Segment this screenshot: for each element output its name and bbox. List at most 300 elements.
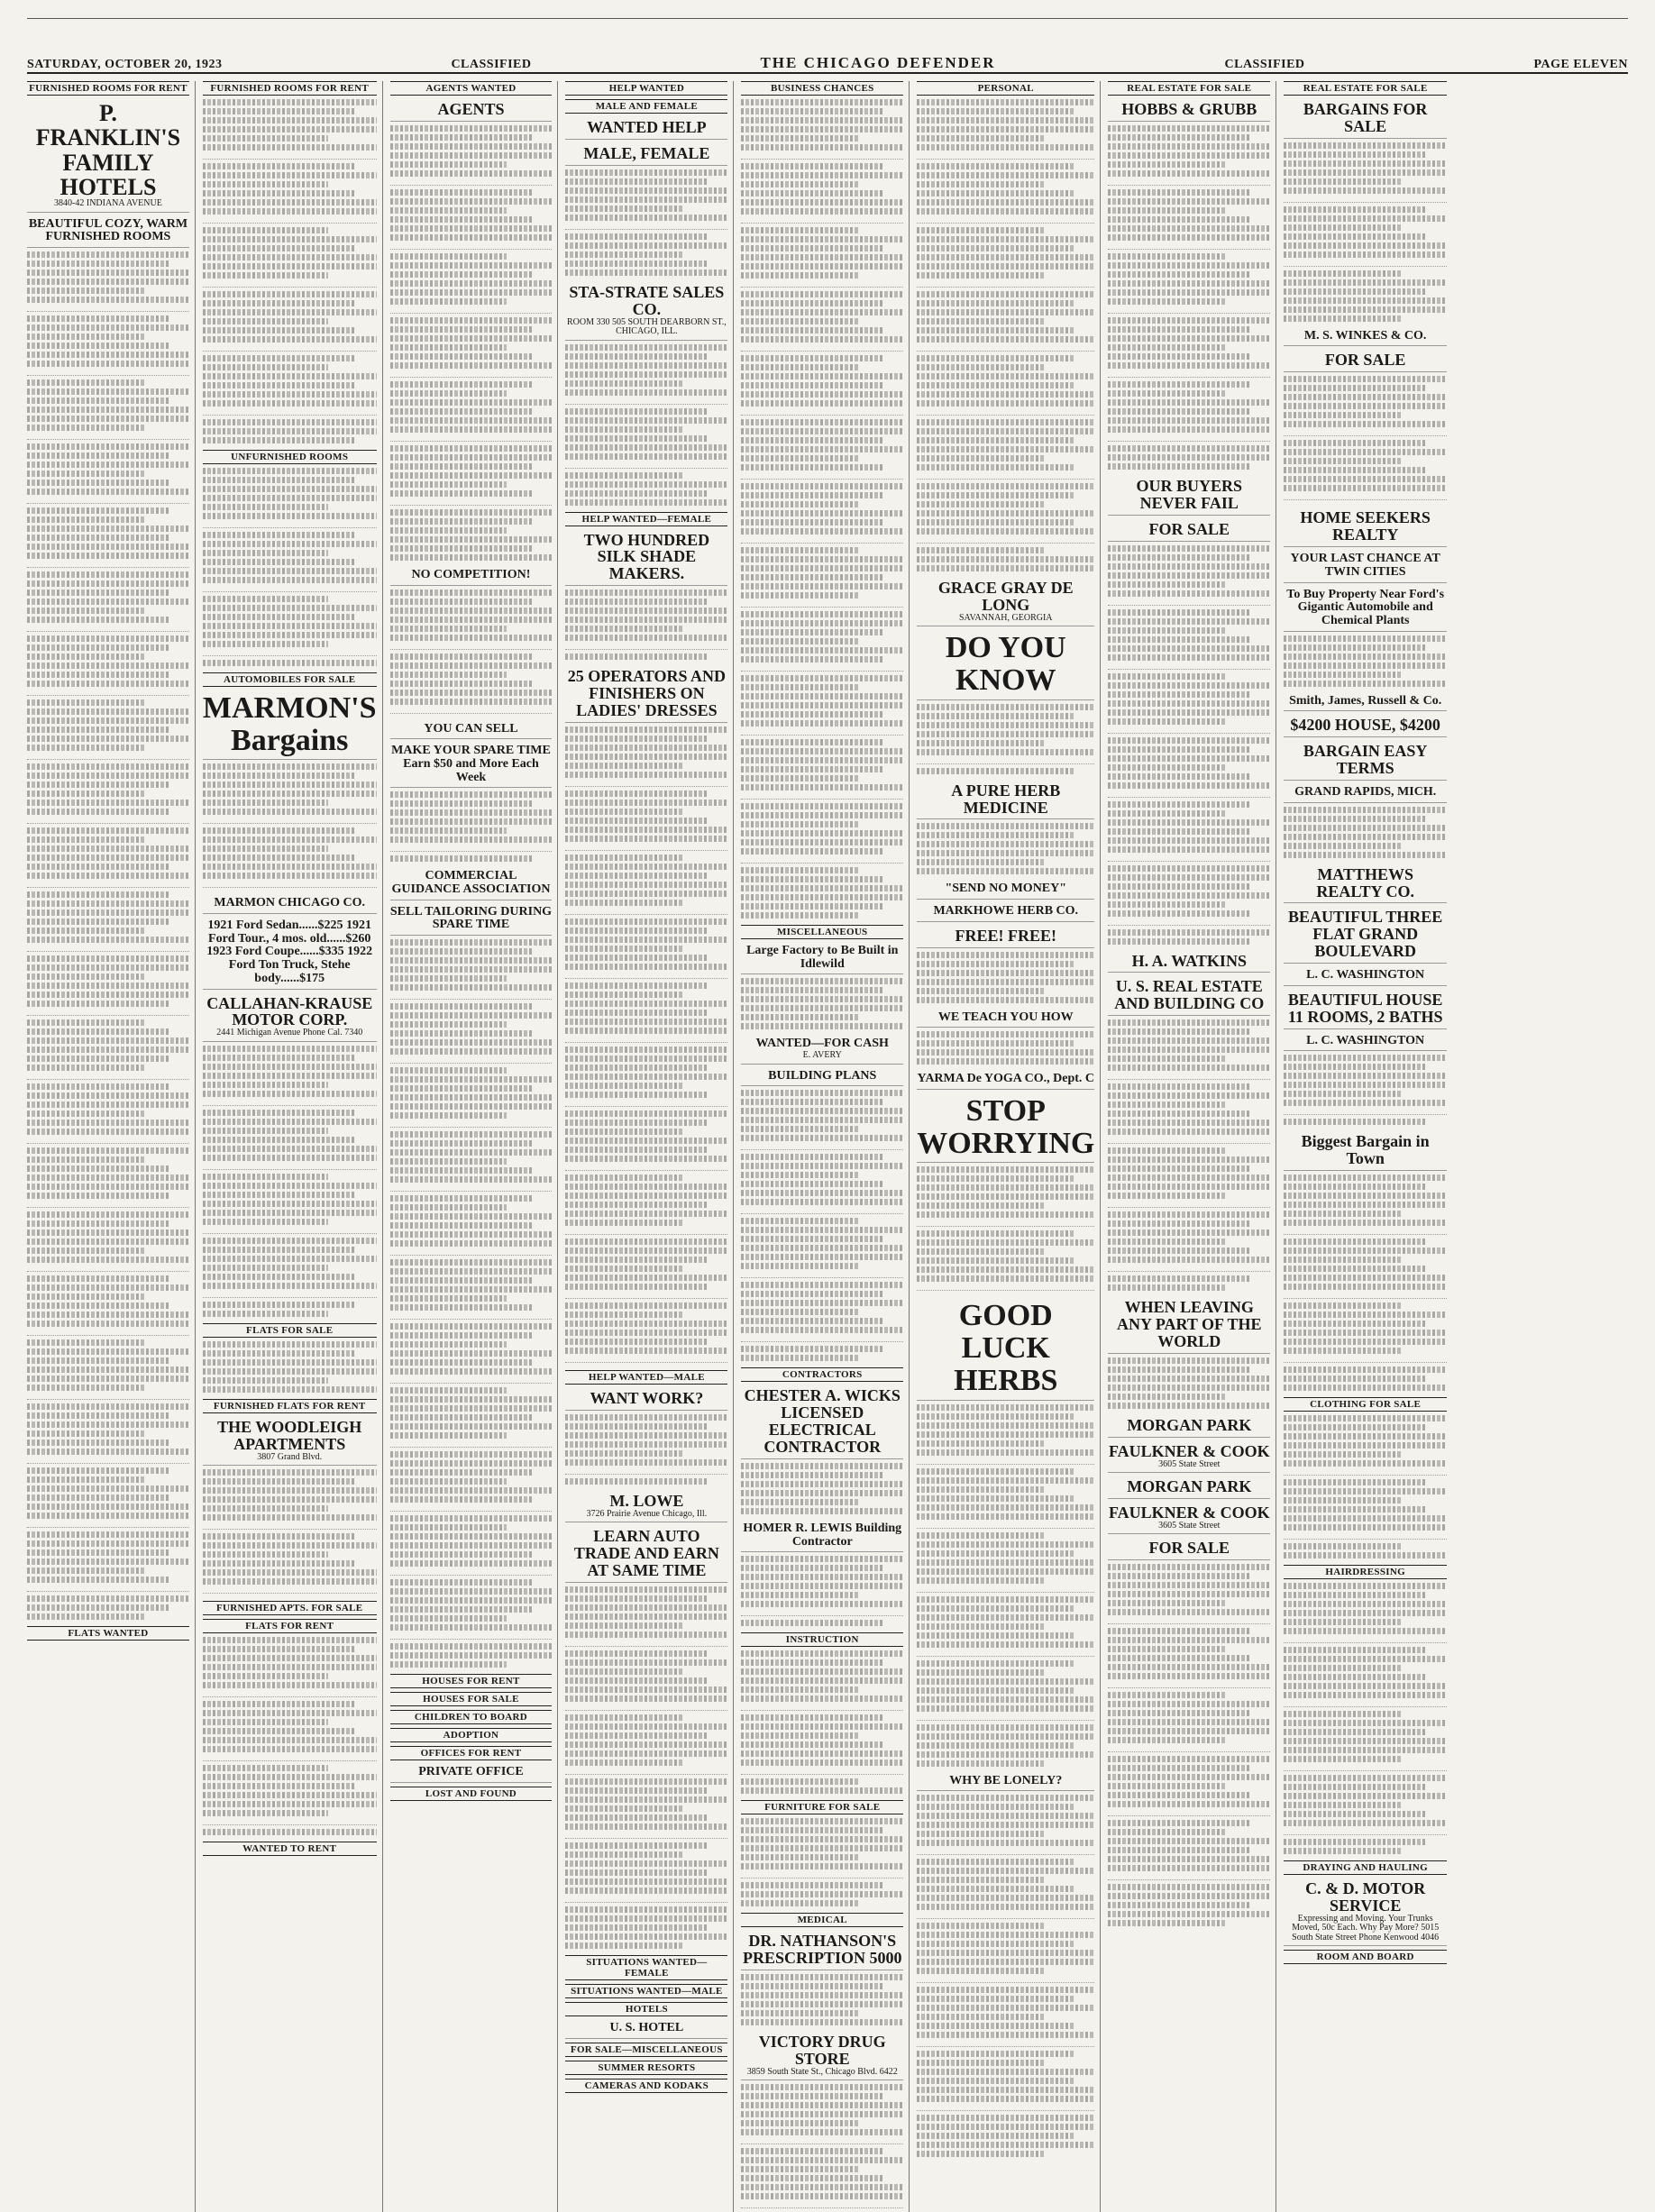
text-line [203, 650, 377, 656]
text-line [203, 882, 377, 888]
text-line [1284, 1802, 1401, 1808]
text-line [741, 812, 903, 818]
text-line [203, 300, 356, 306]
text-line [27, 635, 189, 642]
display-ad-subline: 3840-42 INDIANA AVENUE [54, 198, 162, 209]
text-line [917, 400, 1094, 407]
text-line [203, 1710, 377, 1716]
text-line [1284, 1747, 1447, 1753]
text-line [917, 2142, 1094, 2148]
text-line [1108, 663, 1270, 670]
text-line [741, 912, 858, 919]
text-line [203, 1637, 377, 1643]
display-ad [390, 1764, 553, 1783]
text-line [27, 434, 189, 440]
text-line [741, 2102, 903, 2108]
text-line [741, 345, 903, 352]
text-line [1284, 834, 1447, 840]
text-line [203, 1359, 377, 1366]
text-line [27, 855, 189, 861]
classified-text-block [741, 99, 903, 921]
text-line [741, 327, 883, 334]
text-line [741, 355, 883, 361]
text-line [27, 553, 189, 559]
text-line [917, 2151, 1045, 2157]
text-line [1284, 1239, 1427, 1245]
text-line [741, 153, 903, 160]
text-line [741, 2019, 903, 2025]
text-line [390, 1341, 507, 1348]
text-line [27, 1504, 189, 1510]
text-line [27, 937, 189, 943]
text-line [565, 1348, 727, 1354]
text-line [27, 590, 169, 596]
text-line [741, 867, 858, 873]
text-line [565, 197, 727, 203]
text-line [917, 1886, 1073, 1892]
text-line [27, 297, 189, 303]
text-line [203, 1719, 328, 1725]
text-line [27, 1156, 144, 1163]
text-line [27, 973, 144, 980]
text-line [390, 1158, 507, 1165]
text-line [741, 135, 858, 142]
text-line [917, 1605, 1073, 1612]
text-line [1108, 1092, 1270, 1099]
text-line [27, 1147, 189, 1154]
text-line [203, 1377, 328, 1384]
display-ad [1284, 990, 1447, 1029]
text-line [565, 1321, 727, 1327]
text-line [203, 614, 356, 620]
display-ad-headline: HOBBS & GRUBB [1121, 100, 1257, 118]
text-line [917, 1733, 1094, 1740]
text-line [27, 736, 189, 742]
text-line [390, 1524, 507, 1531]
text-line [390, 1131, 553, 1138]
text-line [1284, 458, 1401, 464]
column-8 [1284, 81, 1452, 2212]
section-header: OFFICES FOR RENT [390, 1746, 553, 1760]
text-line [1108, 179, 1270, 186]
text-line [390, 1606, 533, 1613]
display-ad-subline: ROOM 330 505 SOUTH DEARBORN ST., CHICAGO, ILL. [566, 316, 727, 337]
text-line [917, 1913, 1094, 1919]
text-line [27, 498, 189, 504]
text-line [917, 1532, 1045, 1539]
text-line [1284, 1637, 1447, 1643]
text-line [1108, 1582, 1270, 1588]
text-line [203, 291, 377, 297]
display-ad-headline: Smith, James, Russell & Co. [1289, 693, 1442, 708]
text-line [565, 617, 727, 623]
text-line [741, 1760, 903, 1766]
text-line [917, 181, 1045, 187]
text-line [565, 1897, 727, 1903]
text-line [1108, 1792, 1250, 1798]
text-line [390, 143, 553, 150]
text-line [917, 1577, 1045, 1584]
section-header: FLATS FOR RENT [203, 1619, 377, 1633]
text-line [917, 1904, 1094, 1910]
text-line [1284, 1321, 1427, 1327]
text-line [1108, 1202, 1270, 1208]
display-ad-headline: P. FRANKLIN'S FAMILY HOTELS [35, 100, 181, 200]
text-line [741, 1318, 883, 1324]
text-line [203, 1487, 377, 1494]
section-header: HOTELS [565, 2002, 727, 2016]
text-line [1108, 243, 1270, 250]
text-line [565, 791, 708, 797]
text-line [203, 1542, 377, 1549]
text-line [203, 873, 377, 879]
text-line [1284, 279, 1447, 286]
text-line [390, 1268, 553, 1275]
text-line [917, 1977, 1094, 1983]
text-line [203, 1302, 356, 1308]
text-line [390, 1213, 553, 1220]
text-line [1108, 599, 1270, 606]
text-line [27, 535, 169, 541]
text-line [917, 1760, 1045, 1767]
text-line [203, 1533, 356, 1540]
text-line [1108, 910, 1250, 917]
text-line [203, 336, 377, 343]
display-ad-headline: STOP WORRYING [917, 1094, 1095, 1160]
text-line [203, 1655, 377, 1661]
text-line [565, 1083, 682, 1089]
text-line [27, 507, 169, 514]
text-line [1108, 718, 1225, 725]
text-line [27, 1120, 189, 1126]
text-line [1108, 1902, 1250, 1908]
text-line [565, 1924, 708, 1931]
text-line [1108, 390, 1225, 397]
text-line [27, 1558, 189, 1565]
text-line [1108, 189, 1250, 196]
text-line [1284, 1082, 1447, 1088]
text-line [917, 1804, 1073, 1810]
text-line [565, 1732, 708, 1739]
text-line [27, 1239, 189, 1245]
text-line [1284, 1729, 1427, 1735]
section-header: FURNISHED APTS. FOR SALE [203, 1601, 377, 1615]
text-line [917, 144, 1094, 151]
display-ad-headline: DR. NATHANSON'S PRESCRIPTION 5000 [742, 1932, 902, 1968]
display-ad [565, 1388, 727, 1411]
text-line [203, 763, 377, 770]
text-line [1108, 1783, 1225, 1789]
text-line [390, 654, 533, 660]
display-ad-headline: BEAUTIFUL HOUSE 11 ROOMS, 2 BATHS [1287, 990, 1443, 1026]
text-line [27, 727, 169, 733]
text-line [917, 99, 1094, 105]
text-line [741, 1163, 903, 1169]
display-ad-headline: WE TEACH YOU HOW [937, 1010, 1074, 1024]
display-ad-headline: $4200 HOUSE, $4200 [1290, 716, 1440, 735]
text-line [741, 903, 883, 909]
text-line [203, 541, 377, 547]
text-line [741, 1992, 903, 1998]
text-line [390, 699, 553, 705]
text-line [1108, 901, 1225, 908]
text-line [203, 1238, 377, 1244]
text-line [741, 665, 903, 672]
text-line [390, 800, 533, 807]
text-line [203, 1810, 328, 1816]
text-line [1108, 801, 1250, 808]
text-line [917, 373, 1094, 379]
text-line [1284, 1348, 1401, 1354]
text-line [917, 2087, 1094, 2093]
text-line [390, 554, 553, 561]
text-line [741, 1836, 903, 1842]
text-line [565, 1915, 727, 1922]
text-line [917, 1678, 1094, 1685]
text-line [565, 215, 727, 221]
text-line [390, 845, 553, 852]
text-line [917, 464, 1073, 471]
text-line [565, 1869, 708, 1876]
text-line [565, 1275, 727, 1281]
text-line [1108, 636, 1250, 643]
text-line [917, 1705, 1094, 1712]
text-line [917, 2096, 1094, 2102]
text-line [741, 1208, 903, 1214]
text-line [1108, 1856, 1270, 1862]
text-line [917, 2069, 1094, 2075]
text-line [565, 973, 727, 979]
text-line [27, 1440, 169, 1446]
display-ad [390, 743, 553, 788]
display-ad [1284, 551, 1447, 582]
text-line [917, 1248, 1045, 1255]
text-line [565, 809, 682, 815]
text-line [203, 1228, 377, 1234]
text-line [27, 352, 189, 358]
text-line [917, 740, 1045, 746]
text-line [741, 364, 858, 370]
text-line [1108, 1609, 1270, 1615]
text-line [917, 391, 1094, 398]
text-line [1108, 1028, 1250, 1035]
display-ad-headline: A PURE HERB MEDICINE [951, 781, 1061, 817]
classified-text-block [1284, 1583, 1447, 1857]
classified-text-block [741, 1090, 903, 1364]
text-line [565, 635, 727, 641]
text-line [27, 864, 169, 870]
issue-date: SATURDAY, OCTOBER 20, 1923 [27, 58, 223, 71]
text-line [390, 1551, 533, 1558]
display-ad [1108, 1503, 1270, 1534]
text-line [917, 952, 1094, 958]
text-line [565, 206, 682, 212]
display-ad-headline: GRAND RAPIDS, MICH. [1294, 784, 1437, 799]
text-line [203, 827, 356, 834]
text-line [27, 1220, 169, 1227]
text-line [741, 684, 858, 690]
text-line [27, 443, 189, 450]
text-line [565, 169, 727, 176]
text-line [917, 153, 1094, 160]
text-line [741, 1610, 903, 1616]
display-ad [917, 903, 1094, 922]
text-line [1108, 1893, 1270, 1899]
text-line [27, 261, 169, 267]
text-line [203, 382, 356, 388]
text-line [1108, 1801, 1270, 1807]
text-line [741, 547, 858, 553]
text-line [917, 336, 1094, 343]
text-line [917, 1031, 1094, 1037]
text-line [1108, 929, 1270, 936]
text-line [27, 1111, 144, 1117]
display-ad-headline: WANTED—FOR CASH [755, 1037, 889, 1051]
text-line [917, 2014, 1045, 2020]
text-line [1108, 225, 1270, 232]
text-line [917, 1266, 1094, 1273]
text-line [565, 408, 708, 415]
section-header: UNFURNISHED ROOMS [203, 450, 377, 464]
text-line [741, 144, 903, 151]
text-line [917, 510, 1094, 516]
text-line [741, 1750, 903, 1757]
text-line [1108, 1591, 1270, 1597]
text-line [1284, 169, 1447, 176]
text-line [1108, 335, 1270, 342]
classified-text-block [565, 590, 727, 663]
text-line [565, 1833, 727, 1839]
text-line [390, 1414, 533, 1421]
text-line [741, 172, 903, 178]
text-line [917, 823, 1094, 829]
text-line [741, 1190, 903, 1196]
text-line [741, 1601, 903, 1607]
text-line [1108, 1357, 1270, 1364]
text-line [1284, 385, 1427, 391]
text-line [27, 654, 144, 660]
display-ad-headline: MORGAN PARK [1127, 1415, 1252, 1434]
text-line [390, 371, 553, 378]
text-line [203, 1073, 377, 1079]
display-ad-headline: THE WOODLEIGH APARTMENTS [217, 1417, 362, 1453]
text-line [741, 2166, 858, 2172]
text-line [390, 836, 553, 843]
text-line [917, 961, 1073, 967]
text-line [203, 263, 377, 270]
text-line [741, 638, 858, 644]
text-line [565, 1686, 727, 1693]
text-line [565, 1156, 727, 1162]
section-label-left: CLASSIFIED [451, 58, 532, 71]
text-line [1284, 1367, 1447, 1373]
text-line [1108, 280, 1270, 287]
text-line [390, 984, 553, 991]
text-line [917, 1660, 1073, 1667]
text-line [741, 592, 858, 599]
text-line [741, 300, 883, 306]
column-4 [565, 81, 734, 2212]
text-line [203, 144, 377, 151]
text-line [1284, 1460, 1447, 1467]
text-line [565, 827, 727, 833]
text-line [27, 1421, 189, 1428]
text-line [1108, 892, 1270, 899]
text-line [390, 207, 507, 214]
text-line [741, 702, 903, 708]
text-line [741, 987, 883, 993]
text-line [1284, 1284, 1447, 1290]
text-line [1284, 376, 1447, 382]
text-line [741, 574, 883, 580]
text-line [917, 1257, 1073, 1264]
text-line [741, 1974, 903, 1980]
display-ad-headline: OUR BUYERS NEVER FAIL [1136, 476, 1243, 512]
text-line [741, 611, 903, 617]
text-line [1284, 681, 1447, 687]
text-line [203, 1801, 377, 1807]
text-line [565, 946, 682, 952]
text-line [741, 99, 903, 105]
text-line [565, 1432, 727, 1439]
text-line [1284, 1683, 1447, 1689]
display-ad-headline: LEARN AUTO TRADE AND EARN AT SAME TIME [573, 1527, 719, 1579]
text-line [741, 839, 903, 845]
text-line [203, 373, 377, 379]
text-line [1108, 298, 1225, 305]
display-ad-headline: STA-STRATE SALES CO. [569, 282, 725, 318]
text-line [390, 472, 553, 479]
section-header: LOST AND FOUND [390, 1787, 553, 1801]
text-line [390, 1533, 553, 1540]
text-line [741, 996, 903, 1002]
text-line [27, 379, 144, 386]
text-line [741, 501, 858, 507]
text-line [203, 836, 377, 843]
text-line [1284, 242, 1447, 249]
text-line [565, 1101, 727, 1107]
text-line [27, 955, 189, 962]
text-line [390, 435, 553, 442]
text-line [203, 1100, 377, 1106]
text-line [565, 1769, 727, 1775]
text-line [27, 983, 189, 989]
text-line [203, 623, 377, 629]
text-line [27, 681, 189, 687]
text-line [1284, 1229, 1447, 1235]
text-line [27, 1430, 144, 1437]
text-line [27, 992, 189, 998]
text-line [741, 803, 903, 809]
text-line [1108, 1618, 1270, 1624]
text-line [1108, 1147, 1225, 1154]
display-ad [741, 943, 903, 974]
text-line [27, 1056, 169, 1062]
text-line [565, 1303, 727, 1309]
text-line [27, 836, 144, 843]
text-line [1108, 1637, 1270, 1643]
text-line [1284, 1583, 1447, 1589]
display-ad [1284, 715, 1447, 737]
text-line [390, 426, 553, 433]
text-line [1108, 791, 1270, 798]
text-line [390, 957, 553, 964]
text-line [1108, 1138, 1270, 1144]
text-line [741, 400, 903, 407]
text-line [1108, 1275, 1250, 1282]
text-line [1284, 1303, 1401, 1309]
text-line [1108, 810, 1225, 817]
